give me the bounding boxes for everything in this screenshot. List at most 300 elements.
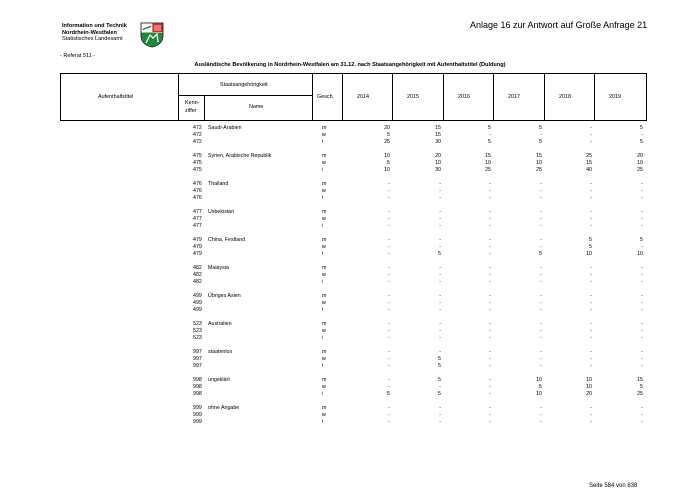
sex-code: m: [322, 237, 327, 243]
value-cell: 5: [387, 132, 390, 138]
value-cell: -: [641, 223, 643, 229]
country-code: 477: [193, 209, 202, 215]
value-cell: -: [590, 363, 592, 369]
sex-code: m: [322, 293, 327, 299]
country-code: 523: [193, 321, 202, 327]
sex-code: w: [322, 188, 326, 194]
value-cell: 5: [589, 237, 592, 243]
value-cell: 10: [435, 160, 441, 166]
value-cell: -: [590, 321, 592, 327]
country-code: 476: [193, 195, 202, 201]
country-name: Syrien, Arabische Republik: [208, 153, 272, 159]
value-cell: 15: [435, 125, 441, 131]
country-name: Malaysia: [208, 265, 229, 271]
value-cell: -: [489, 272, 491, 278]
value-cell: -: [540, 363, 542, 369]
header-kennziffer-2: ziffer: [185, 108, 197, 114]
value-cell: -: [641, 265, 643, 271]
value-cell: -: [489, 412, 491, 418]
value-cell: 25: [637, 391, 643, 397]
value-cell: -: [439, 335, 441, 341]
value-cell: -: [489, 419, 491, 425]
header-kennziffer-1: Kenn-: [185, 100, 200, 106]
value-cell: -: [388, 265, 390, 271]
value-cell: 10: [536, 160, 542, 166]
value-cell: -: [540, 300, 542, 306]
sex-code: i: [322, 167, 324, 173]
value-cell: -: [439, 405, 441, 411]
value-cell: -: [540, 328, 542, 334]
sex-code: m: [322, 405, 327, 411]
value-cell: -: [641, 335, 643, 341]
country-code: 479: [193, 251, 202, 257]
value-cell: 25: [586, 153, 592, 159]
value-cell: 25: [536, 167, 542, 173]
value-cell: -: [641, 216, 643, 222]
value-cell: -: [439, 412, 441, 418]
value-cell: -: [489, 265, 491, 271]
value-cell: -: [540, 272, 542, 278]
country-code: 482: [193, 279, 202, 285]
table-row: [60, 300, 647, 307]
value-cell: -: [388, 223, 390, 229]
org-line-2: Nordrhein-Westfalen: [62, 29, 117, 36]
value-cell: -: [439, 384, 441, 390]
value-cell: -: [489, 377, 491, 383]
value-cell: 15: [435, 132, 441, 138]
country-code: 997: [193, 363, 202, 369]
country-code: 472: [193, 132, 202, 138]
header-staatsangehoerigkeit: Staatsangehörigkeit: [220, 82, 268, 88]
value-cell: 5: [438, 377, 441, 383]
value-cell: -: [388, 363, 390, 369]
value-cell: -: [388, 384, 390, 390]
value-cell: -: [388, 300, 390, 306]
country-name: China, Festland: [208, 237, 246, 243]
value-cell: -: [590, 405, 592, 411]
country-code: 475: [193, 153, 202, 159]
referat-label: - Referat 511 -: [60, 53, 96, 59]
country-code: 523: [193, 335, 202, 341]
value-cell: -: [489, 300, 491, 306]
table-row: [60, 293, 647, 300]
value-cell: -: [590, 139, 592, 145]
table-row: [60, 181, 647, 188]
value-cell: -: [540, 335, 542, 341]
value-cell: -: [540, 265, 542, 271]
table-row: [60, 216, 647, 223]
value-cell: -: [540, 412, 542, 418]
value-cell: -: [540, 419, 542, 425]
sex-code: m: [322, 321, 327, 327]
value-cell: -: [540, 279, 542, 285]
value-cell: -: [540, 349, 542, 355]
org-line-3: Statistisches Landesamt: [62, 36, 123, 43]
value-cell: -: [439, 279, 441, 285]
value-cell: -: [489, 307, 491, 313]
country-code: 475: [193, 160, 202, 166]
country-code: 482: [193, 265, 202, 271]
table-row: [60, 132, 647, 139]
value-cell: -: [388, 293, 390, 299]
value-cell: -: [489, 349, 491, 355]
value-cell: -: [590, 279, 592, 285]
value-cell: 10: [586, 377, 592, 383]
sex-code: i: [322, 279, 324, 285]
country-code: 998: [193, 377, 202, 383]
value-cell: -: [489, 216, 491, 222]
value-cell: -: [388, 181, 390, 187]
value-cell: 40: [586, 167, 592, 173]
value-cell: -: [641, 195, 643, 201]
value-cell: 10: [586, 384, 592, 390]
value-cell: 5: [539, 251, 542, 257]
table-row: [60, 405, 647, 412]
value-cell: 10: [586, 251, 592, 257]
table-row: [60, 237, 647, 244]
value-cell: -: [540, 209, 542, 215]
value-cell: -: [388, 412, 390, 418]
value-cell: -: [489, 363, 491, 369]
value-cell: -: [641, 349, 643, 355]
value-cell: -: [641, 188, 643, 194]
value-cell: -: [489, 328, 491, 334]
country-code: 998: [193, 391, 202, 397]
value-cell: -: [439, 181, 441, 187]
value-cell: 10: [536, 391, 542, 397]
value-cell: -: [489, 356, 491, 362]
value-cell: -: [590, 335, 592, 341]
value-cell: 10: [384, 153, 390, 159]
table-row: [60, 209, 647, 216]
org-name: [62, 23, 127, 43]
value-cell: -: [388, 237, 390, 243]
country-code: 476: [193, 181, 202, 187]
sex-code: i: [322, 363, 324, 369]
country-code: 997: [193, 349, 202, 355]
header-geschlecht: Gesch.: [317, 94, 335, 100]
value-cell: -: [641, 363, 643, 369]
value-cell: -: [489, 195, 491, 201]
header-year-2015: 2015: [407, 94, 419, 100]
value-cell: -: [489, 384, 491, 390]
table-row: [60, 244, 647, 251]
value-cell: -: [439, 419, 441, 425]
country-code: 472: [193, 125, 202, 131]
country-code: 476: [193, 188, 202, 194]
value-cell: -: [388, 349, 390, 355]
country-code: 472: [193, 139, 202, 145]
value-cell: -: [439, 300, 441, 306]
value-cell: -: [388, 244, 390, 250]
value-cell: 30: [435, 139, 441, 145]
sex-code: i: [322, 307, 324, 313]
country-code: 479: [193, 237, 202, 243]
value-cell: -: [439, 272, 441, 278]
value-cell: -: [641, 356, 643, 362]
value-cell: -: [641, 132, 643, 138]
value-cell: 5: [387, 160, 390, 166]
value-cell: -: [540, 188, 542, 194]
value-cell: 15: [536, 153, 542, 159]
value-cell: -: [590, 272, 592, 278]
value-cell: -: [439, 265, 441, 271]
value-cell: 5: [438, 251, 441, 257]
value-cell: -: [489, 244, 491, 250]
sex-code: m: [322, 153, 327, 159]
value-cell: -: [489, 279, 491, 285]
table-row: [60, 307, 647, 314]
value-cell: 10: [536, 377, 542, 383]
value-cell: 15: [637, 377, 643, 383]
sex-code: w: [322, 328, 326, 334]
value-cell: -: [540, 237, 542, 243]
value-cell: -: [540, 181, 542, 187]
country-name: staatenlos: [208, 349, 233, 355]
value-cell: -: [439, 293, 441, 299]
country-code: 999: [193, 405, 202, 411]
value-cell: -: [590, 328, 592, 334]
value-cell: 20: [384, 125, 390, 131]
sex-code: w: [322, 384, 326, 390]
value-cell: -: [590, 195, 592, 201]
org-line-1: Information und Technik: [62, 23, 127, 29]
country-code: 999: [193, 419, 202, 425]
value-cell: -: [489, 251, 491, 257]
value-cell: -: [388, 272, 390, 278]
value-cell: 10: [384, 167, 390, 173]
value-cell: -: [641, 412, 643, 418]
header-name: Name: [249, 104, 264, 110]
table-row: [60, 265, 647, 272]
value-cell: -: [489, 237, 491, 243]
value-cell: -: [540, 223, 542, 229]
value-cell: 5: [640, 125, 643, 131]
sex-code: m: [322, 265, 327, 271]
value-cell: -: [489, 391, 491, 397]
table-row: [60, 412, 647, 419]
table-title: Ausländische Bevölkerung in Nordrhein-Westfalen am 31.12. nach Staatsangehörigkeit mit Aufenthaltstitel (Duldung): [194, 62, 506, 68]
country-name: Australien: [208, 321, 232, 327]
header-aufenthaltstitel: Aufenthaltstitel: [98, 94, 134, 100]
sex-code: w: [322, 412, 326, 418]
value-cell: -: [590, 132, 592, 138]
value-cell: -: [540, 293, 542, 299]
sex-code: m: [322, 377, 327, 383]
header-year-2017: 2017: [508, 94, 520, 100]
value-cell: -: [388, 321, 390, 327]
country-name: ungeklärt: [208, 377, 230, 383]
table-row: [60, 335, 647, 342]
sex-code: i: [322, 251, 324, 257]
value-cell: -: [590, 412, 592, 418]
country-code: 997: [193, 356, 202, 362]
table-row: [60, 279, 647, 286]
country-code: 477: [193, 216, 202, 222]
value-cell: -: [540, 195, 542, 201]
value-cell: -: [540, 244, 542, 250]
value-cell: -: [489, 181, 491, 187]
value-cell: -: [388, 251, 390, 257]
value-cell: -: [590, 125, 592, 131]
table-row: [60, 251, 647, 258]
sex-code: i: [322, 195, 324, 201]
value-cell: -: [590, 307, 592, 313]
value-cell: 25: [637, 167, 643, 173]
sex-code: w: [322, 356, 326, 362]
value-cell: 5: [539, 139, 542, 145]
sex-code: i: [322, 391, 324, 397]
country-code: 523: [193, 328, 202, 334]
value-cell: -: [540, 321, 542, 327]
value-cell: -: [388, 209, 390, 215]
value-cell: -: [388, 328, 390, 334]
country-code: 482: [193, 272, 202, 278]
annex-heading: Anlage 16 zur Antwort auf Große Anfrage 21: [470, 20, 648, 30]
value-cell: 5: [640, 384, 643, 390]
table-row: [60, 377, 647, 384]
value-cell: -: [540, 405, 542, 411]
value-cell: 15: [485, 153, 491, 159]
value-cell: -: [641, 300, 643, 306]
value-cell: -: [439, 321, 441, 327]
value-cell: -: [439, 209, 441, 215]
table-row: [60, 391, 647, 398]
value-cell: 10: [485, 160, 491, 166]
value-cell: -: [590, 356, 592, 362]
value-cell: 5: [539, 125, 542, 131]
value-cell: -: [590, 300, 592, 306]
value-cell: 25: [384, 139, 390, 145]
value-cell: -: [439, 328, 441, 334]
value-cell: -: [388, 279, 390, 285]
value-cell: -: [641, 405, 643, 411]
table-row: [60, 139, 647, 146]
value-cell: -: [590, 209, 592, 215]
value-cell: 30: [435, 167, 441, 173]
nrw-coat-of-arms-icon: [140, 22, 164, 48]
country-code: 499: [193, 293, 202, 299]
sex-code: m: [322, 349, 327, 355]
value-cell: -: [489, 188, 491, 194]
value-cell: 5: [438, 391, 441, 397]
value-cell: -: [388, 216, 390, 222]
value-cell: -: [641, 293, 643, 299]
table-row: [60, 153, 647, 160]
header-year-2018: 2018: [559, 94, 571, 100]
value-cell: -: [388, 405, 390, 411]
header-year-2016: 2016: [458, 94, 470, 100]
value-cell: 5: [488, 139, 491, 145]
value-cell: -: [590, 216, 592, 222]
sex-code: i: [322, 139, 324, 145]
value-cell: -: [489, 293, 491, 299]
value-cell: 20: [586, 391, 592, 397]
value-cell: -: [439, 216, 441, 222]
value-cell: 5: [438, 356, 441, 362]
table-row: [60, 328, 647, 335]
sex-code: m: [322, 125, 327, 131]
value-cell: -: [439, 237, 441, 243]
value-cell: -: [489, 209, 491, 215]
sex-code: i: [322, 419, 324, 425]
value-cell: -: [439, 349, 441, 355]
table-row: [60, 272, 647, 279]
value-cell: -: [388, 188, 390, 194]
table-row: [60, 349, 647, 356]
value-cell: -: [388, 377, 390, 383]
sex-code: w: [322, 272, 326, 278]
value-cell: -: [388, 356, 390, 362]
value-cell: -: [489, 132, 491, 138]
table-row: [60, 321, 647, 328]
value-cell: 5: [488, 125, 491, 131]
table-row: [60, 384, 647, 391]
value-cell: -: [439, 244, 441, 250]
sex-code: w: [322, 300, 326, 306]
table-header: [60, 73, 647, 121]
value-cell: -: [439, 307, 441, 313]
value-cell: -: [641, 279, 643, 285]
sex-code: m: [322, 209, 327, 215]
table-row: [60, 125, 647, 132]
country-code: 998: [193, 384, 202, 390]
sex-code: w: [322, 244, 326, 250]
country-code: 999: [193, 412, 202, 418]
value-cell: -: [489, 405, 491, 411]
value-cell: -: [590, 265, 592, 271]
country-code: 499: [193, 307, 202, 313]
value-cell: -: [590, 181, 592, 187]
value-cell: -: [641, 419, 643, 425]
table-row: [60, 160, 647, 167]
value-cell: -: [641, 272, 643, 278]
value-cell: 5: [387, 391, 390, 397]
value-cell: -: [641, 244, 643, 250]
value-cell: -: [590, 419, 592, 425]
sex-code: i: [322, 223, 324, 229]
value-cell: -: [540, 132, 542, 138]
value-cell: -: [590, 349, 592, 355]
table-row: [60, 195, 647, 202]
sex-code: w: [322, 216, 326, 222]
value-cell: -: [388, 307, 390, 313]
country-name: Thailand: [208, 181, 229, 187]
value-cell: 10: [637, 251, 643, 257]
value-cell: 5: [539, 384, 542, 390]
country-name: Usbekistan: [208, 209, 235, 215]
country-code: 477: [193, 223, 202, 229]
table-row: [60, 356, 647, 363]
value-cell: -: [641, 181, 643, 187]
value-cell: -: [489, 321, 491, 327]
page-number: Seite 584 von 838: [589, 483, 638, 489]
country-code: 479: [193, 244, 202, 250]
value-cell: 15: [586, 160, 592, 166]
table-row: [60, 223, 647, 230]
header-year-2019: 2019: [609, 94, 621, 100]
table-row: [60, 188, 647, 195]
country-name: Saudi-Arabien: [208, 125, 242, 131]
sex-code: w: [322, 160, 326, 166]
value-cell: -: [641, 321, 643, 327]
country-name: ohne Angabe: [208, 405, 240, 411]
country-code: 475: [193, 167, 202, 173]
value-cell: 20: [637, 153, 643, 159]
value-cell: -: [540, 216, 542, 222]
value-cell: -: [641, 328, 643, 334]
country-code: 499: [193, 300, 202, 306]
